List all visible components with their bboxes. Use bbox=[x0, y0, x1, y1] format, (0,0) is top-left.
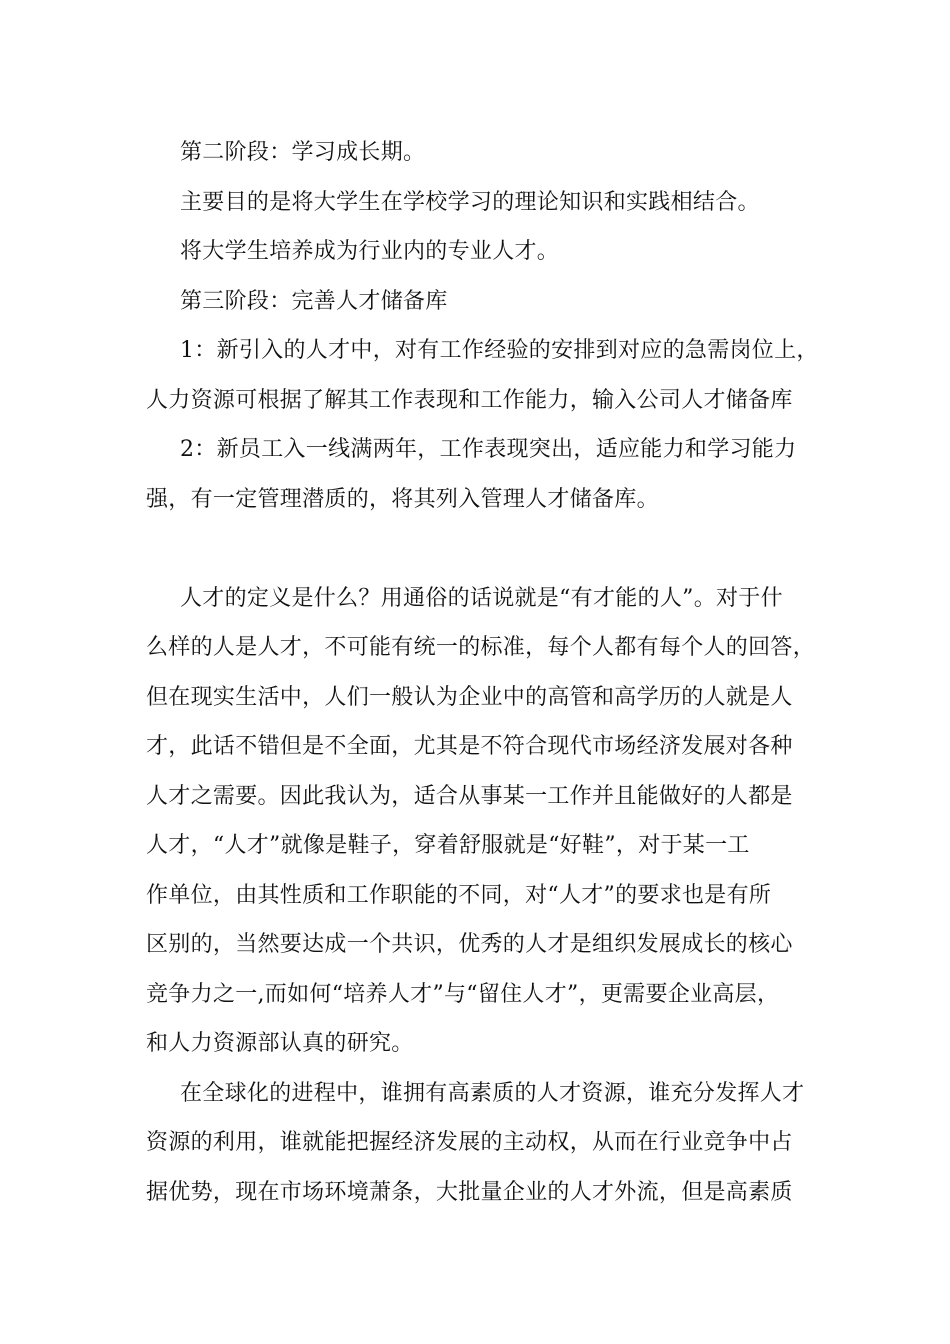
text-line: 么样的人是人才，不可能有统一的标准，每个人都有每个人的回答， bbox=[146, 635, 816, 660]
text-line: 资源的利用，谁就能把握经济发展的主动权，从而在行业竞争中占 bbox=[146, 1130, 793, 1155]
text-line: 在全球化的进程中，谁拥有高素质的人才资源，谁充分发挥人才 bbox=[180, 1080, 805, 1106]
text-line: 人力资源可根据了解其工作表现和工作能力，输入公司人才储备库 bbox=[146, 387, 793, 413]
text-line: 作单位，由其性质和工作职能的不同，对“人才”的要求也是有所 bbox=[146, 882, 772, 908]
paragraph-spacer bbox=[146, 524, 826, 574]
text-line: 1：新引入的人才中，对有工作经验的安排到对应的急需岗位上， bbox=[180, 338, 819, 363]
text-line: 才，此话不错但是不全面，尤其是不符合现代市场经济发展对各种 bbox=[146, 734, 793, 759]
paragraph-globalization bbox=[146, 1069, 826, 1218]
text-line: 将大学生培养成为行业内的专业人才。 bbox=[180, 239, 560, 264]
text-line: 主要目的是将大学生在学校学习的理论知识和实践相结合。 bbox=[180, 189, 760, 215]
text-line: 强，有一定管理潜质的，将其列入管理人才储备库。 bbox=[146, 486, 659, 512]
paragraph-stage-two-outcome bbox=[146, 227, 826, 277]
text-line: 竞争力之一,而如何“培养人才”与“留住人才”，更需要企业高层， bbox=[146, 981, 780, 1007]
text-line: 人才，“人才”就像是鞋子，穿着舒服就是“好鞋”，对于某一工 bbox=[146, 833, 750, 858]
text-line: 2：新员工入一线满两年，工作表现突出，适应能力和学习能力 bbox=[180, 437, 797, 462]
text-line: 但在现实生活中，人们一般认为企业中的高管和高学历的人就是人 bbox=[146, 684, 793, 710]
paragraph-item-one bbox=[146, 326, 826, 425]
paragraph-stage-two-title bbox=[146, 128, 826, 178]
paragraph-talent-definition bbox=[146, 574, 826, 1069]
text-line: 区别的，当然要达成一个共识，优秀的人才是组织发展成长的核心 bbox=[146, 932, 793, 957]
paragraph-stage-two-goal bbox=[146, 178, 826, 228]
document-body bbox=[146, 128, 826, 1217]
text-line: 人才之需要。因此我认为，适合从事某一工作并且能做好的人都是 bbox=[146, 783, 793, 809]
paragraph-item-two bbox=[146, 425, 826, 524]
text-line: 人才的定义是什么？用通俗的话说就是“有才能的人”。对于什 bbox=[180, 585, 783, 611]
text-line: 第二阶段：学习成长期。 bbox=[180, 140, 426, 165]
text-line: 据优势，现在市场环境萧条，大批量企业的人才外流，但是高素质 bbox=[146, 1179, 793, 1205]
paragraph-stage-three-title bbox=[146, 277, 826, 327]
text-line: 和人力资源部认真的研究。 bbox=[146, 1031, 414, 1056]
text-line: 第三阶段：完善人才储备库 bbox=[180, 288, 448, 314]
